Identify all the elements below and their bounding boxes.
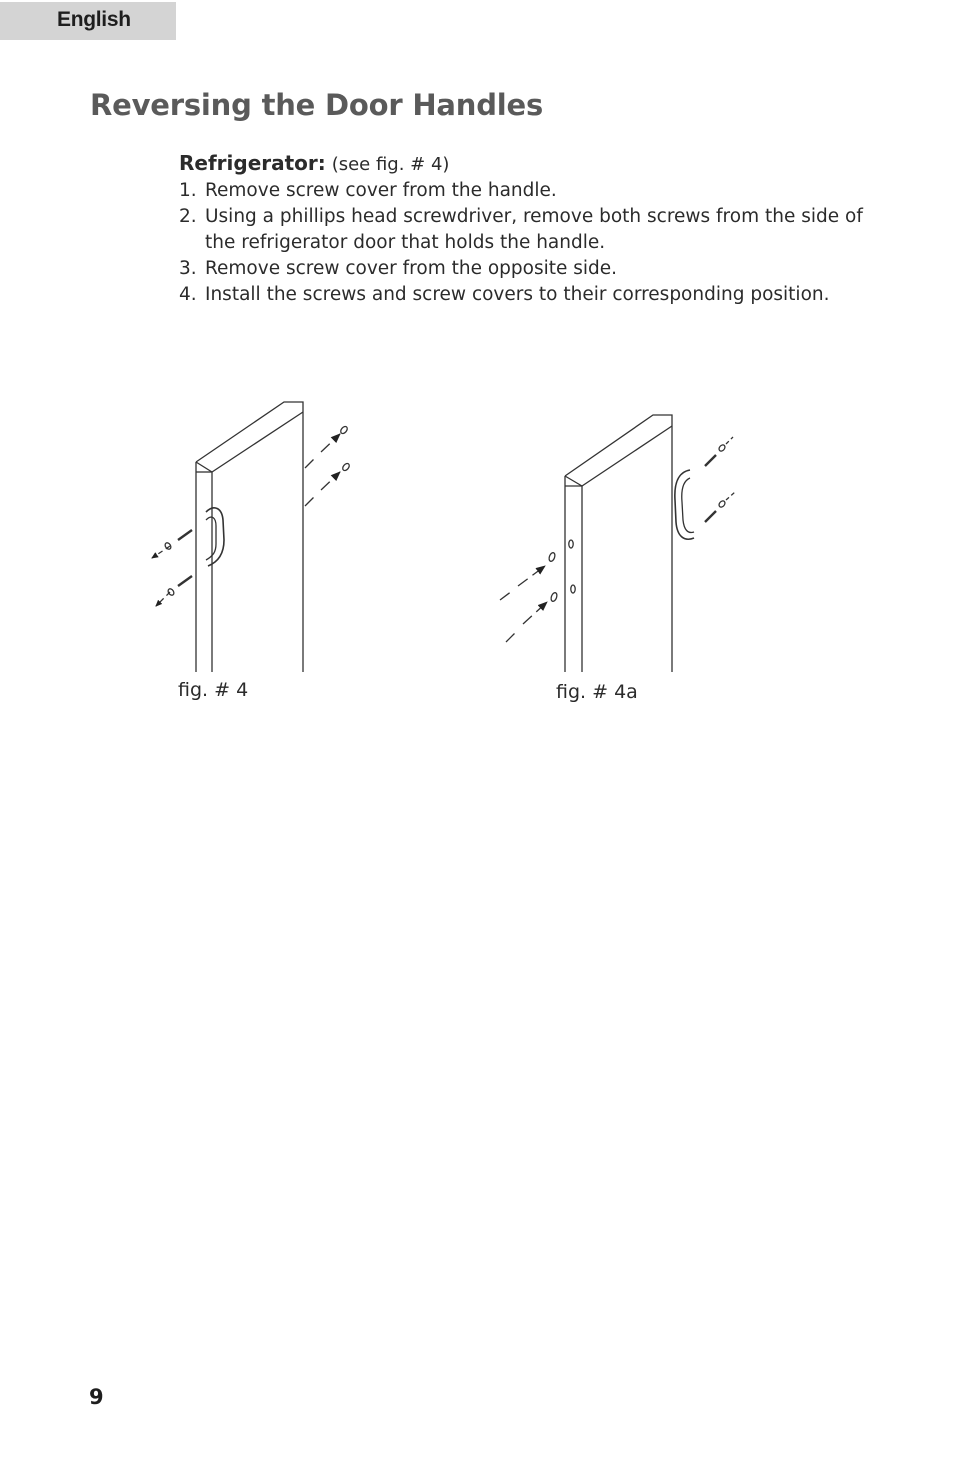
language-tab: English	[0, 2, 176, 40]
fig-4-drawing	[152, 402, 351, 672]
step-number: 4.	[179, 284, 197, 305]
figure-caption: fig. # 4	[178, 679, 249, 701]
step-number: 3.	[179, 258, 197, 279]
fig-4a-drawing	[500, 415, 735, 672]
page-number: 9	[89, 1385, 104, 1409]
figure-caption: fig. # 4a	[556, 681, 638, 703]
page-title: Reversing the Door Handles	[90, 88, 544, 122]
step-number: 1.	[179, 180, 197, 201]
step-number: 2.	[179, 206, 197, 227]
step-text: Remove screw cover from the handle.	[205, 180, 557, 201]
section-label: Refrigerator:	[179, 151, 326, 175]
step-text: Remove screw cover from the opposite side.	[205, 258, 618, 279]
step-text: Install the screws and screw covers to their corresponding position.	[205, 284, 830, 305]
figure-reference: (see fig. # 4)	[331, 154, 450, 175]
step-text: Using a phillips head screwdriver, remove both screws from the side of the refrigerator door that holds the handle.	[205, 206, 863, 253]
